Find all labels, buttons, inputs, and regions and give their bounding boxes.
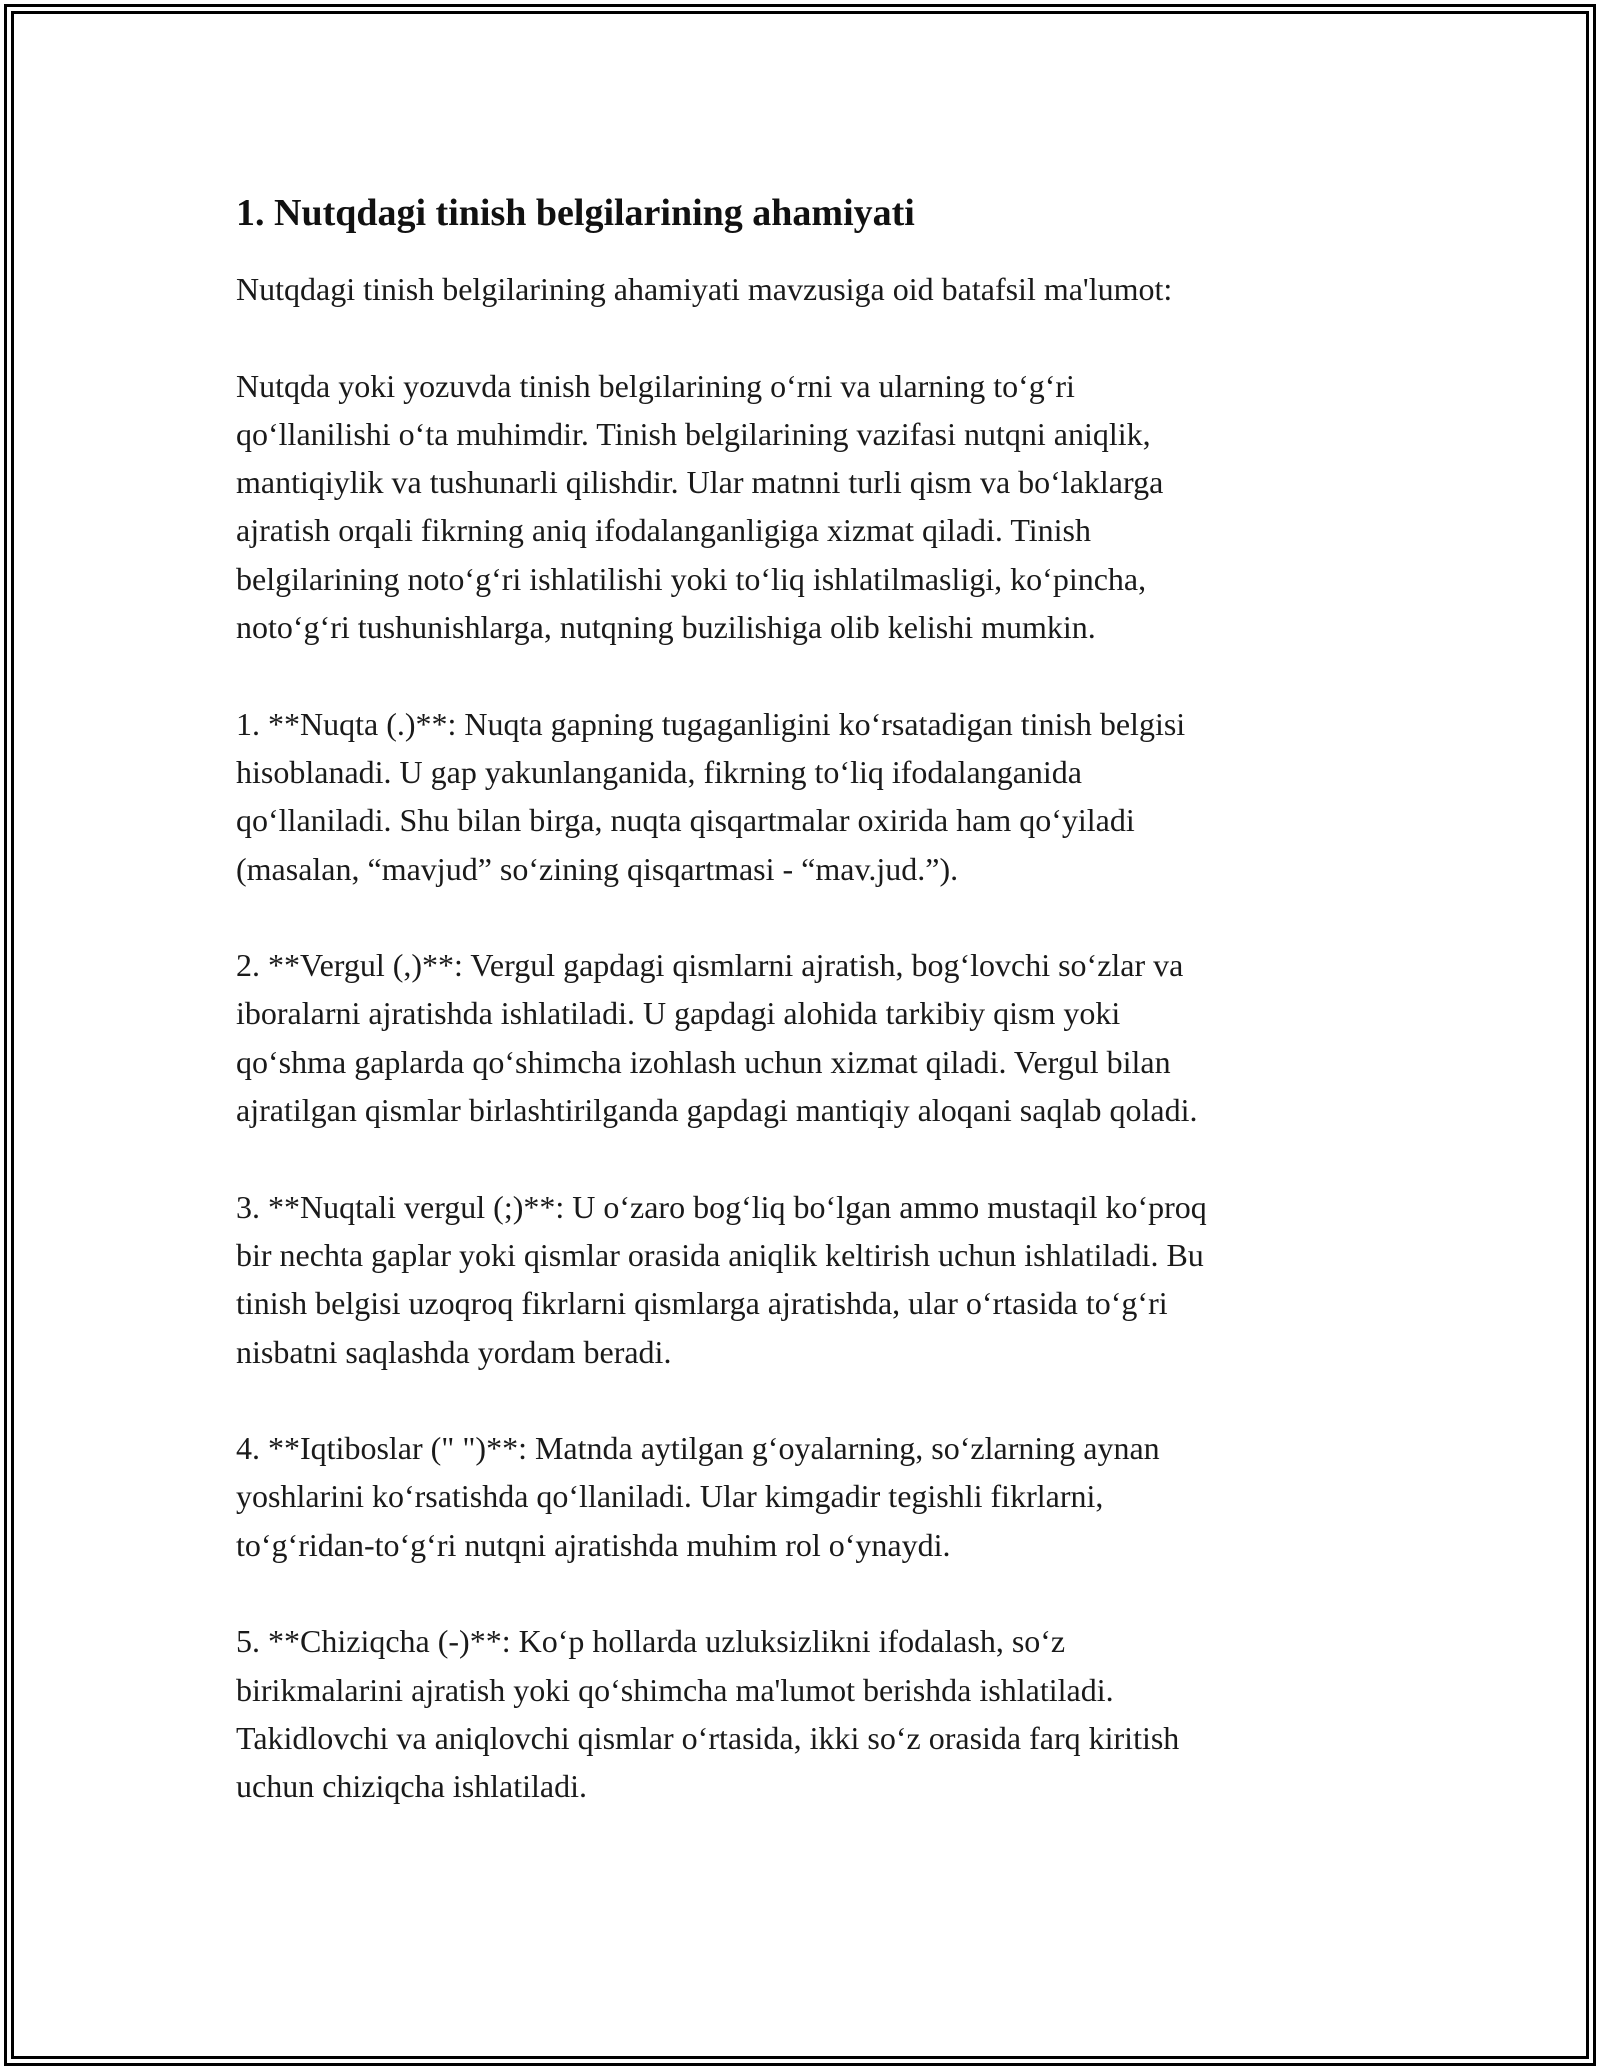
list-item-chiziqcha: 5. **Chiziqcha (-)**: Ko‘p hollarda uzluksizlikni ifodalash, so‘z birikmalarini ajratish yoki qo‘shimcha ma'lumot berishda ishlatiladi. Takidlovchi va aniqlovchi qismlar o‘rtasida, ikki so‘z orasida farq kiritish uchun chiziqcha ishlatiladi. (236, 1623, 1180, 1805)
document-title: 1. Nutqdagi tinish belgilarining ahamiyati (236, 192, 915, 234)
intro-paragraph: Nutqdagi tinish belgilarining ahamiyati mavzusiga oid batafsil ma'lumot: (236, 271, 1173, 307)
document-body (236, 185, 1366, 1859)
list-item-nuqta: 1. **Nuqta (.)**: Nuqta gapning tugaganligini ko‘rsatadigan tinish belgisi hisoblanadi. U gap yakunlanganida, fikrning to‘liq ifodalanganida qo‘llaniladi. Shu bilan birga, nuqta qisqartmalar oxirida ham qo‘yiladi (masalan, “mavjud” so‘zining qisqartmasi - “mav.jud.”). (236, 705, 1186, 887)
list-item-vergul: 2. **Vergul (,)**: Vergul gapdagi qismlarni ajratish, bog‘lovchi so‘zlar va iboralarni ajratishda ishlatiladi. U gapdagi alohida tarkibiy qism yoki qo‘shma gaplarda qo‘shimcha izohlash uchun xizmat qiladi. Vergul bilan ajratilgan qismlar birlashtirilganda gapdagi mantiqiy aloqani saqlab qoladi. (236, 947, 1198, 1129)
list-item-iqtiboslar: 4. **Iqtiboslar (" ")**: Matnda aytilgan g‘oyalarning, so‘zlarning aynan yoshlarini ko‘rsatishda qo‘llaniladi. Ular kimgadir tegishli fikrlarni, to‘g‘ridan-to‘g‘ri nutqni ajratishda muhim rol o‘ynaydi. (236, 1430, 1160, 1563)
overview-paragraph: Nutqda yoki yozuvda tinish belgilarining o‘rni va ularning to‘g‘ri qo‘llanilishi o‘ta muhimdir. Tinish belgilarining vazifasi nutqni aniqlik, mantiqiylik va tushunarli qilishdir. Ular matnni turli qism va bo‘laklarga ajratish orqali fikrning aniq ifodalanganligiga xizmat qiladi. Tinish belgilarining noto‘g‘ri ishlatilishi yoki to‘liq ishlatilmasligi, ko‘pincha, noto‘g‘ri tushunishlarga, nutqning buzilishiga olib kelishi mumkin. (236, 367, 1164, 646)
list-item-nuqtali-vergul: 3. **Nuqtali vergul (;)**: U o‘zaro bog‘liq bo‘lgan ammo mustaqil ko‘proq bir nechta gaplar yoki qismlar orasida aniqlik keltirish uchun ishlatiladi. Bu tinish belgisi uzoqroq fikrlarni qismlarga ajratishda, ular o‘rtasida to‘g‘ri nisbatni saqlashda yordam beradi. (236, 1188, 1207, 1370)
